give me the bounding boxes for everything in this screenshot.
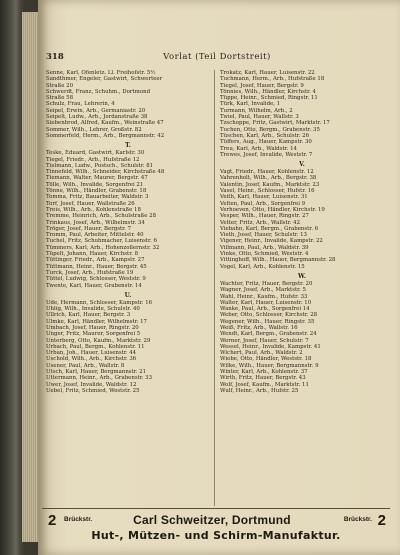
directory-entry: Vetter, Fritz, Arb., Wallstr. 42 <box>220 219 300 226</box>
section-letter: T. <box>125 142 131 150</box>
directory-entry: Tuchmann, Herm., Arb., Hufstraße 18 <box>220 76 325 83</box>
directory-entry: Velten, Paul, Arb., Sorgenfrei 9 <box>220 200 306 207</box>
directory-entry: Tiemann, Walter, Maurer, Bergstr. 47 <box>46 175 148 182</box>
ad-street-left: Brückstr. <box>64 516 93 523</box>
advertisement-line-1 <box>42 512 390 528</box>
directory-entry: Wagner, Josef, Arb., Marktstr. 5 <box>220 287 306 294</box>
directory-entry: Wiebe, Otto, Händler, Weststr. 18 <box>220 356 312 363</box>
directory-entry: Tuchen, Otto, Bergm., Grabenstr. 35 <box>220 126 320 133</box>
directory-entry: Trinkaus, Josef, Arb., Wilhelmstr. 34 <box>46 219 145 226</box>
directory-entry: Tremme, Heinrich, Arb., Schulstraße 28 <box>46 213 157 220</box>
directory-entry: Siebenbrod, Alfred, Kaufm., Weinstraße 47 <box>46 120 164 127</box>
page-header <box>42 52 392 66</box>
directory-entry: Weber, Otto, Schlosser, Kirchstr. 28 <box>220 312 318 319</box>
directory-entry: Weiß, Fritz, Arb., Wallstr. 16 <box>220 324 298 331</box>
directory-entry: Treis, Wilh., Arb., Kohlenstraße 18 <box>46 206 141 213</box>
directory-entry: Wachter, Fritz, Hauer, Bergstr. 20 <box>220 280 313 287</box>
directory-entry: Wilke, Wilh., Hauer, Bergmannstr. 9 <box>220 362 319 369</box>
directory-entry: Wegener, Wilh., Hauer, Ringstr. 35 <box>220 318 315 325</box>
directory-entry: Vogel, Karl, Arb., Kohlenstr. 15 <box>220 263 305 270</box>
directory-entry: Verhoeven, Otto, Händler, Kirchstr. 19 <box>220 206 325 213</box>
directory-entry: Unterberg, Otto, Kaufm., Marktstr. 29 <box>46 337 151 344</box>
directory-columns <box>46 70 386 506</box>
directory-entry: Straße 20 <box>46 82 74 89</box>
directory-entry: Sandthmer, Engeler, Gastwirt, Schwerteer <box>46 76 163 83</box>
directory-entry: Utsch, Karl, Hauer, Bergmannstr. 21 <box>46 369 147 376</box>
directory-entry: Tüppe, Heinr., Schmied, Ringstr. 11 <box>220 95 318 102</box>
directory-entry: Unger, Fritz, Maurer, Sorgenfrei 5 <box>46 331 141 338</box>
directory-entry: Tölle, Wilh., Invalide, Sorgenfrei 21 <box>46 181 144 188</box>
directory-entry: Wichert, Paul, Arb., Waldstr. 2 <box>220 350 303 357</box>
directory-entry: Uwer, Josef, Invalide, Waldstr. 12 <box>46 381 137 388</box>
directory-entry: Trokatz, Karl, Hauer, Luisenstr. 22 <box>220 70 315 76</box>
directory-entry: Vigener, Heinr., Invalide, Kampstr. 22 <box>220 238 323 245</box>
page-title: Vorlat (Teil Dortstreit) <box>163 52 271 62</box>
directory-entry: Turck, Josef, Arb., Hufstraße 19 <box>46 269 134 276</box>
directory-entry: Viebahn, Karl, Bergm., Grabenstr. 6 <box>220 225 319 232</box>
directory-entry: Werner, Josef, Hauer, Schulstr. 7 <box>220 337 309 344</box>
page-number: 318 <box>46 52 64 62</box>
directory-entry: Vagt, Friedr., Hauer, Kohlenstr. 12 <box>220 169 314 176</box>
directory-entry: Turmann, Wilhelm, Arb., 2 <box>220 107 293 114</box>
directory-entry: Wanke, Paul, Arb., Sorgenfrei 14 <box>220 306 310 313</box>
directory-entry: Tröger, Josef, Hauer, Bergstr. 7 <box>46 225 132 232</box>
directory-entry: Wendt, Karl, Bergm., Grabenstr. 24 <box>220 331 317 338</box>
directory-entry: Türk, Karl, Invalide, 1 <box>220 101 281 108</box>
directory-entry: Tüschen, Karl, Arb., Schulstr. 26 <box>220 132 310 139</box>
directory-entry: Tromm, Paul, Arbeiter, Mittelstr. 40 <box>46 232 144 239</box>
directory-entry: Veith, Karl, Hauer, Luisenstr. 31 <box>220 194 308 201</box>
directory-entry: Urban, Joh., Hauer, Luisenstr. 44 <box>46 350 137 357</box>
directory-entry: Ullrich, Karl, Hauer, Bergstr. 3 <box>46 312 131 319</box>
directory-entry: Seipel, Erwin, Arb., Germaniastr. 20 <box>46 107 146 114</box>
directory-entry: Uttermann, Heinr., Arb., Grabenstr. 33 <box>46 375 153 382</box>
ad-number-left: 2 <box>48 512 57 529</box>
directory-entry: Usener, Paul, Arb., Wallstr. 8 <box>46 362 125 369</box>
directory-entry: Tüttmann, Heinr., Hauer, Bergstr. 45 <box>46 263 147 270</box>
directory-entry: Villmann, Paul, Arb., Waldstr. 39 <box>220 244 309 251</box>
directory-entry: Tielmann, Ludw., Postsch., Schulstr. 81 <box>46 162 154 169</box>
directory-entry: Vasel, Heinr., Schlosser, Hufstr. 16 <box>220 188 315 195</box>
directory-entry: Winter, Karl, Arb., Kohlenstr. 37 <box>220 369 308 376</box>
directory-entry: Schwerdt, Franz, Schuhm., Dortmund <box>46 88 151 95</box>
directory-entry: Tomma, Fritz, Bauarbeiter, Waldstr. 3 <box>46 194 149 201</box>
column-divider <box>214 70 215 506</box>
ad-tagline: Hut-, Mützen- und Schirm-Manufaktur. <box>91 529 341 542</box>
directory-entry: Tiegel, Josef, Hauer, Bergstr. 9 <box>220 82 304 89</box>
directory-entry: Vittinghoff, Wilh., Hauer, Bergmannstr. 28 <box>220 257 336 264</box>
directory-entry: Sommerfeld, Herm., Arb., Bergmannstr. 42 <box>46 132 165 139</box>
directory-entry: Vahrenholt, Wilh., Arb., Bergstr. 38 <box>220 175 317 182</box>
directory-entry: Uschold, Wilh., Arb., Kirchstr. 36 <box>46 356 137 363</box>
directory-entry: Sommer, Wilh., Lehrer, Großstr. 82 <box>46 126 142 133</box>
directory-entry: Uhlig, Wilh., Invalide, Schulstr. 40 <box>46 306 140 313</box>
directory-entry: Tüffers, Aug., Hauer, Kampstr. 30 <box>220 139 312 146</box>
directory-entry: Tönne, Wilh., Händler, Grabenstr. 18 <box>46 188 147 195</box>
directory-entry: Wulf, Heinr., Arb., Hufstr. 25 <box>220 387 299 394</box>
directory-entry: Valentin, Josef, Kaufm., Marktstr. 23 <box>220 181 320 188</box>
directory-entry: Teske, Eduard, Gastwirt, Karlstr. 30 <box>46 150 145 157</box>
directory-entry: Schulz, Frau, Lehrerin, 4 <box>46 101 115 108</box>
section-letter: U. <box>124 291 132 299</box>
directory-entry: Treu, Karl, Arb., Waldstr. 14 <box>220 145 297 152</box>
directory-entry: Wahl, Heinr., Kaufm., Hufstr. 33 <box>220 293 308 300</box>
directory-entry: Seipelt, Ludw., Arb., Jordanstraße 38 <box>46 114 148 121</box>
left-column <box>46 70 210 506</box>
directory-entry: Wessel, Heinr., Invalide, Kampstr. 41 <box>220 343 321 350</box>
advertisement-banner <box>42 508 390 543</box>
ad-street-right: Brückstr. <box>343 516 372 523</box>
directory-entry: Tuchel, Fritz, Schuhmacher, Luisenstr. 6 <box>46 238 157 245</box>
directory-entry: Vinke, Otto, Schmied, Weststr. 4 <box>220 251 309 258</box>
section-letter: W. <box>298 272 306 280</box>
directory-entry: Vesper, Wilh., Hauer, Ringstr. 27 <box>220 213 309 220</box>
directory-entry: Straße 58 <box>46 95 74 102</box>
directory-entry: Tiegel, Friedr., Arb., Hufstraße 12 <box>46 156 140 163</box>
directory-entry: Urbach, Paul, Bergm., Kohlenstr. 11 <box>46 343 145 350</box>
directory-entry: Ulmke, Karl, Händler, Wilhelmstr. 17 <box>46 318 147 325</box>
directory-entry: Wolf, Josef, Kaufm., Marktstr. 11 <box>220 381 309 388</box>
directory-entry: Tzschoppe, Fritz, Gastwirt, Marktstr. 17 <box>220 120 330 127</box>
directory-entry: Torf, Josef, Hauer, Wallstraße 26 <box>46 200 135 207</box>
directory-entry: Tüttel, Ludwig, Schlosser, Weststr. 9 <box>46 276 146 283</box>
directory-entry: Uebel, Fritz, Schmied, Weststr. 25 <box>46 387 140 394</box>
directory-entry: Twente, Karl, Hauer, Grabenstr. 14 <box>46 282 142 289</box>
directory-entry: Tüpelt, Johann, Hauer, Kirchstr. 8 <box>46 251 139 258</box>
directory-entry: Senne, Karl, Ofenletz. Ll. Freihofstr. 5½ <box>46 70 156 76</box>
directory-entry: Umbach, Josef, Hauer, Ringstr. 20 <box>46 324 139 331</box>
directory-entry: Tinnefeld, Wilh., Schneider, Kirchstraße 48 <box>46 169 165 176</box>
directory-entry: Ude, Hermann, Schlosser, Kampstr. 16 <box>46 299 153 306</box>
directory-entry: Vieth, Josef, Hauer, Schulstr. 13 <box>220 232 307 239</box>
section-letter: V. <box>299 161 305 169</box>
ad-number-right: 2 <box>377 512 386 529</box>
directory-entry: Tönnies, Wilh., Händler, Kirchstr. 4 <box>220 88 316 95</box>
directory-entry: Walter, Karl, Hauer, Luisenstr. 10 <box>220 299 312 306</box>
directory-entry: Tümmers, Karl, Arb., Hohenzollernstr. 32 <box>46 244 160 251</box>
directory-entry: Twiel, Paul, Hauer, Wallstr. 3 <box>220 114 299 121</box>
directory-entry: Tüttinger, Friedr., Arb., Kampstr. 27 <box>46 257 145 264</box>
ad-firm-name: Carl Schweitzer, Dortmund <box>133 513 291 527</box>
directory-entry: Wirth, Fritz, Hauer, Bergstr. 43 <box>220 375 306 382</box>
right-column <box>220 70 384 506</box>
directory-entry: Trewes, Josef, Invalide, Weststr. 7 <box>220 151 313 158</box>
